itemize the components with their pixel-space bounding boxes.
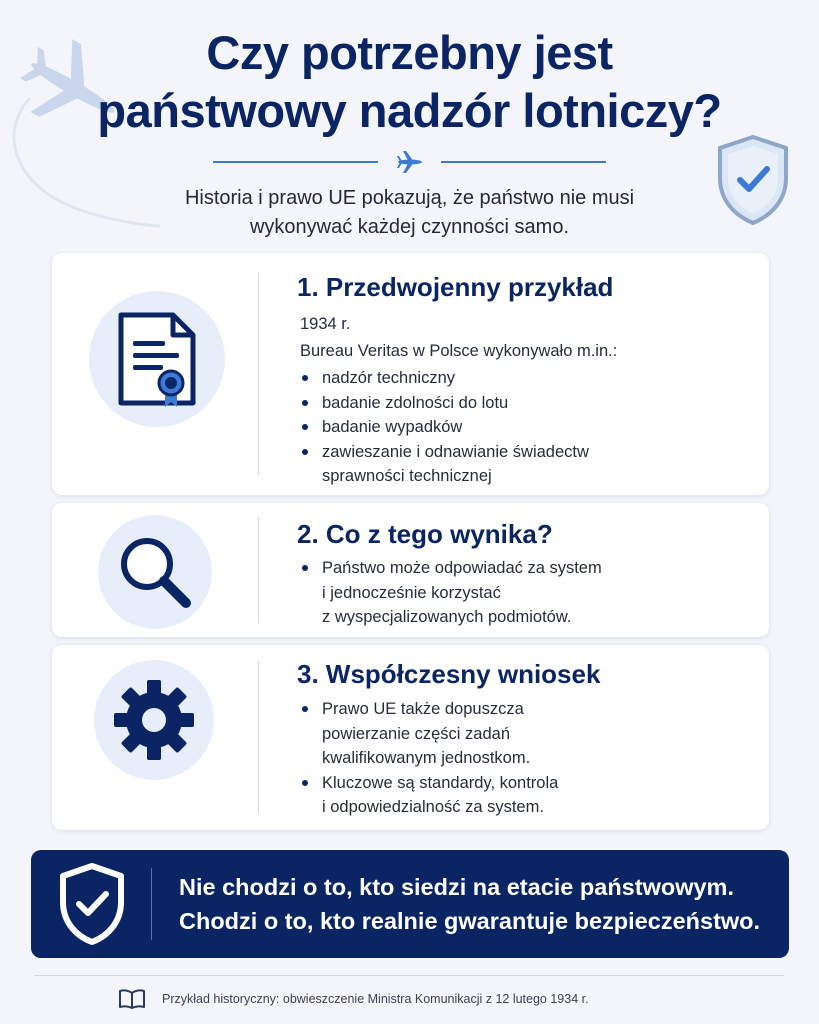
subtitle-line-2: wykonywać każdej czynności samo. (249, 216, 569, 238)
airplane-icon (397, 150, 423, 174)
bullet-list (300, 366, 617, 489)
bullet-list (300, 556, 602, 630)
list-item: badanie wypadków (300, 415, 617, 440)
certificate-icon (117, 311, 197, 407)
subtitle-line-1: Historia i prawo UE pokazują, że państwo nie musi (184, 187, 635, 209)
intro-text: Bureau Veritas w Polsce wykonywało m.in.: (300, 341, 618, 360)
list-item: Prawo UE także dopuszcza powierzanie części zadań kwalifikowanym jednostkom. (300, 697, 558, 771)
year-text: 1934 r. (300, 315, 351, 333)
page-title (0, 24, 819, 140)
magnifier-icon (115, 532, 195, 612)
key-message-line-1: Nie chodzi o to, kto siedzi na etacie państwowym. (179, 874, 734, 900)
list-item: nadzór techniczny (300, 366, 617, 391)
list-item: Kluczowe są standardy, kontrola i odpowiedzialność za system. (300, 771, 558, 820)
icon-circle (89, 291, 225, 427)
key-message-banner (31, 850, 789, 958)
title-line-1: Czy potrzebny jest (206, 26, 613, 79)
footer (118, 988, 589, 1010)
icon-circle (94, 660, 214, 780)
key-message-line-2: Chodzi o to, kto realnie gwarantuje bezpieczeństwo. (179, 908, 761, 934)
list-item: Państwo może odpowiadać za system i jednocześnie korzystać z wyspecjalizowanych podmiotów. (300, 556, 602, 630)
card-prewar-example (52, 253, 769, 495)
title-line-2: państwowy nadzór lotniczy? (97, 84, 722, 137)
card-body (300, 556, 602, 630)
title-divider (213, 150, 606, 174)
shield-check-icon (57, 862, 127, 946)
bullet-list (300, 697, 558, 820)
gear-icon (112, 678, 196, 762)
card-heading: 2. Co z tego wynika? (297, 519, 553, 549)
card-body (300, 312, 617, 489)
card-heading: 3. Współczesny wniosek (297, 659, 601, 689)
list-item: badanie zdolności do lotu (300, 391, 617, 416)
card-heading: 1. Przedwojenny przykład (297, 272, 614, 302)
footer-source-note: Przykład historyczny: obwieszczenie Ministra Komunikacji z 12 lutego 1934 r. (162, 992, 589, 1006)
book-icon (118, 989, 146, 1009)
key-message-text (179, 870, 760, 938)
card-modern-conclusion (52, 645, 769, 830)
card-body (300, 697, 558, 820)
icon-circle (98, 515, 212, 629)
list-item: zawieszanie i odnawianie świadectw sprawności technicznej (300, 440, 617, 489)
footer-divider (34, 975, 784, 976)
card-conclusion (52, 503, 769, 637)
subtitle (0, 184, 819, 242)
